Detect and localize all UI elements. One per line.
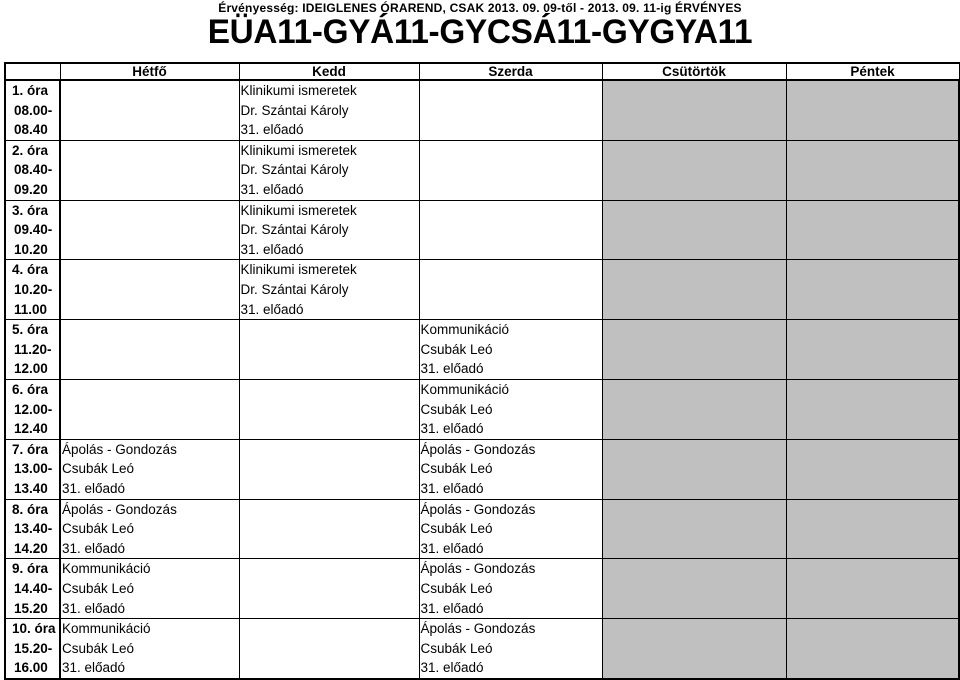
lesson-cell-wednesday <box>419 320 602 380</box>
lesson-cell-monday <box>60 439 239 499</box>
lesson-cell-monday <box>60 320 239 380</box>
lesson-cell-thursday <box>602 499 786 559</box>
lesson-teacher: Csubák Leó <box>420 401 493 417</box>
lesson-room: 31. előadó <box>240 301 304 317</box>
lesson-cell-tuesday <box>239 499 419 559</box>
period-end: 10.20 <box>14 241 48 257</box>
lesson-cell-wednesday <box>419 439 602 499</box>
period-row <box>5 200 959 260</box>
lesson-cell-thursday <box>602 439 786 499</box>
lesson-subject: Klinikumi ismeretek <box>240 202 357 218</box>
period-time-cell <box>5 140 60 200</box>
period-start: 11.20- <box>14 341 52 357</box>
period-label: 1. óra <box>12 83 49 98</box>
lesson-room: 31. előadó <box>420 480 484 496</box>
lesson-teacher: Csubák Leó <box>62 580 135 596</box>
period-label: 5. óra <box>12 322 49 338</box>
lesson-cell-monday <box>60 260 239 320</box>
period-end: 09.20 <box>14 181 48 197</box>
lesson-cell-friday <box>786 320 959 380</box>
lesson-subject: Ápolás - Gondozás <box>420 441 536 457</box>
period-end: 08.40 <box>14 122 48 138</box>
period-row <box>5 559 959 619</box>
lesson-cell-monday <box>60 200 239 260</box>
period-end: 15.20 <box>14 600 48 616</box>
period-row <box>5 619 959 679</box>
period-start: 10.20- <box>14 281 53 297</box>
period-row <box>5 320 959 380</box>
class-title: EÜA11-GYÁ11-GYCSÁ11-GYGYA11 <box>207 13 753 51</box>
lesson-subject: Ápolás - Gondozás <box>420 501 536 517</box>
period-start: 13.40- <box>14 521 53 537</box>
period-end: 13.40 <box>14 480 48 496</box>
lesson-teacher: Csubák Leó <box>420 341 493 357</box>
lesson-cell-tuesday <box>239 80 419 140</box>
lesson-cell-thursday <box>602 80 786 140</box>
period-start: 15.20- <box>14 640 53 656</box>
lesson-cell-monday <box>60 80 239 140</box>
lesson-subject: Ápolás - Gondozás <box>62 501 177 517</box>
lesson-subject: Kommunikáció <box>420 381 510 397</box>
period-time-cell <box>5 499 60 559</box>
lesson-subject: Ápolás - Gondozás <box>420 561 536 577</box>
period-label: 3. óra <box>12 202 49 218</box>
period-end: 14.20 <box>14 540 48 556</box>
day-header-tuesday: Kedd <box>239 63 419 80</box>
lesson-room: 31. előadó <box>62 480 126 496</box>
period-label: 2. óra <box>12 142 49 158</box>
period-end: 12.00 <box>14 361 48 377</box>
lesson-room: 31. előadó <box>62 660 126 676</box>
lesson-cell-monday <box>60 379 239 439</box>
lesson-subject: Ápolás - Gondozás <box>62 441 177 457</box>
lesson-subject: Ápolás - Gondozás <box>420 621 536 637</box>
period-row <box>5 260 959 320</box>
period-row <box>5 439 959 499</box>
lesson-cell-wednesday <box>419 499 602 559</box>
period-row <box>5 80 959 140</box>
period-label: 7. óra <box>12 441 49 457</box>
lesson-cell-tuesday <box>239 439 419 499</box>
lesson-room: 31. előadó <box>240 181 304 197</box>
lesson-cell-thursday <box>602 559 786 619</box>
lesson-cell-friday <box>786 439 959 499</box>
period-time-cell <box>5 260 60 320</box>
lesson-cell-friday <box>786 200 959 260</box>
period-time-cell <box>5 320 60 380</box>
lesson-cell-tuesday <box>239 260 419 320</box>
timetable <box>4 62 960 680</box>
lesson-cell-wednesday <box>419 140 602 200</box>
lesson-cell-thursday <box>602 140 786 200</box>
lesson-cell-tuesday <box>239 140 419 200</box>
lesson-subject: Kommunikáció <box>62 561 151 577</box>
period-time-cell <box>5 200 60 260</box>
lesson-cell-friday <box>786 379 959 439</box>
day-header-row <box>5 63 959 80</box>
lesson-room: 31. előadó <box>420 660 484 676</box>
lesson-teacher: Dr. Szántai Károly <box>240 222 349 238</box>
day-header-wednesday: Szerda <box>419 63 602 80</box>
lesson-cell-thursday <box>602 260 786 320</box>
period-start: 14.40- <box>14 580 53 596</box>
period-start: 08.40- <box>14 162 53 178</box>
lesson-cell-thursday <box>602 320 786 380</box>
period-row <box>5 499 959 559</box>
lesson-cell-tuesday <box>239 379 419 439</box>
lesson-cell-wednesday <box>419 619 602 679</box>
lesson-room: 31. előadó <box>420 540 484 556</box>
lesson-cell-monday <box>60 559 239 619</box>
period-start: 12.00- <box>14 401 53 417</box>
lesson-teacher: Dr. Szántai Károly <box>240 281 349 297</box>
lesson-teacher: Dr. Szántai Károly <box>240 162 349 178</box>
lesson-room: 31. előadó <box>240 122 304 138</box>
lesson-cell-wednesday <box>419 260 602 320</box>
period-end: 12.40 <box>14 421 48 437</box>
period-time-cell <box>5 439 60 499</box>
lesson-teacher: Csubák Leó <box>62 640 135 656</box>
lesson-cell-monday <box>60 619 239 679</box>
period-time-cell <box>5 80 60 140</box>
lesson-cell-friday <box>786 140 959 200</box>
lesson-teacher: Csubák Leó <box>62 521 135 537</box>
lesson-subject: Klinikumi ismeretek <box>240 262 357 278</box>
period-end: 16.00 <box>14 660 48 676</box>
period-time-cell <box>5 559 60 619</box>
lesson-cell-friday <box>786 619 959 679</box>
period-label: 8. óra <box>12 501 49 517</box>
lesson-room: 31. előadó <box>240 241 304 257</box>
period-label: 9. óra <box>12 561 49 577</box>
period-label: 6. óra <box>12 381 49 397</box>
period-label: 4. óra <box>12 262 49 278</box>
lesson-subject: Klinikumi ismeretek <box>240 142 357 158</box>
day-header-thursday: Csütörtök <box>602 63 786 80</box>
lesson-cell-wednesday <box>419 379 602 439</box>
lesson-room: 31. előadó <box>62 600 126 616</box>
period-time-cell <box>5 619 60 679</box>
period-start: 09.40- <box>14 222 53 238</box>
lesson-teacher: Dr. Szántai Károly <box>240 102 349 118</box>
lesson-cell-thursday <box>602 379 786 439</box>
timetable-body <box>5 80 959 679</box>
day-header-friday: Péntek <box>786 63 959 80</box>
lesson-cell-wednesday <box>419 559 602 619</box>
lesson-cell-tuesday <box>239 619 419 679</box>
period-start: 08.00- <box>14 102 53 118</box>
lesson-cell-wednesday <box>419 200 602 260</box>
period-row <box>5 379 959 439</box>
lesson-cell-monday <box>60 140 239 200</box>
period-start: 13.00- <box>14 461 53 477</box>
lesson-teacher: Csubák Leó <box>420 461 493 477</box>
lesson-teacher: Csubák Leó <box>420 521 493 537</box>
lesson-cell-friday <box>786 260 959 320</box>
lesson-room: 31. előadó <box>420 361 484 377</box>
period-label: 10. óra <box>12 621 56 637</box>
lesson-cell-tuesday <box>239 320 419 380</box>
lesson-subject: Kommunikáció <box>62 621 151 637</box>
lesson-cell-thursday <box>602 619 786 679</box>
period-row <box>5 140 959 200</box>
lesson-subject: Klinikumi ismeretek <box>240 83 357 98</box>
lesson-room: 31. előadó <box>420 421 484 437</box>
period-time-cell <box>5 379 60 439</box>
lesson-cell-friday <box>786 559 959 619</box>
corner-cell <box>5 63 60 80</box>
lesson-cell-tuesday <box>239 200 419 260</box>
validity-notice: Érvényesség: IDEIGLENES ÓRAREND, CSAK 2013. 09. 09-től - 2013. 09. 11-ig ÉRVÉNYES <box>218 1 742 15</box>
lesson-cell-thursday <box>602 200 786 260</box>
lesson-subject: Kommunikáció <box>420 322 510 338</box>
lesson-teacher: Csubák Leó <box>62 461 135 477</box>
day-header-monday: Hétfő <box>60 63 239 80</box>
lesson-cell-friday <box>786 80 959 140</box>
lesson-room: 31. előadó <box>62 540 126 556</box>
lesson-cell-friday <box>786 499 959 559</box>
lesson-teacher: Csubák Leó <box>420 580 493 596</box>
lesson-cell-wednesday <box>419 80 602 140</box>
lesson-room: 31. előadó <box>420 600 484 616</box>
period-end: 11.00 <box>14 301 48 317</box>
lesson-cell-monday <box>60 499 239 559</box>
lesson-cell-tuesday <box>239 559 419 619</box>
lesson-teacher: Csubák Leó <box>420 640 493 656</box>
